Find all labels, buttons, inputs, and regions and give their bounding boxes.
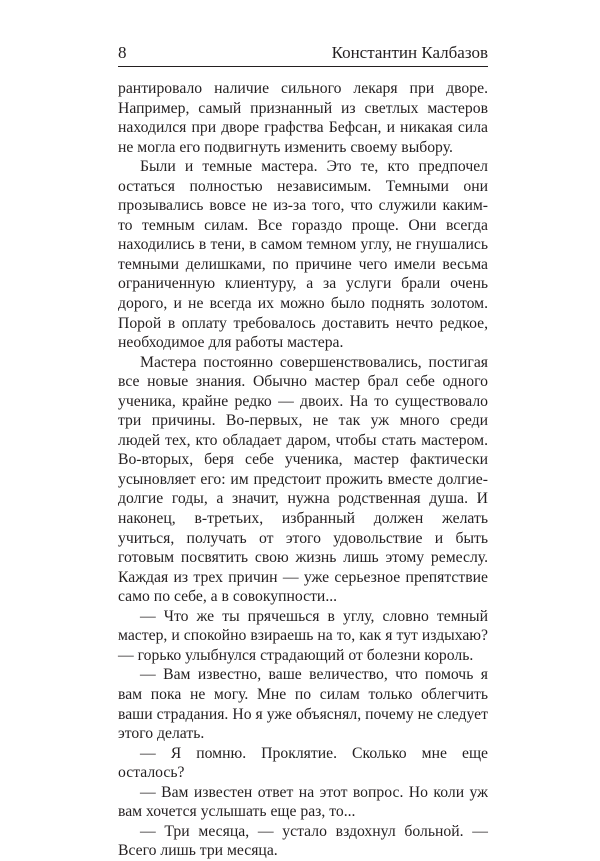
dialogue-line-3: — Я помню. Проклятие. Сколько мне еще осталось? [118,744,488,782]
page-number: 8 [118,43,127,62]
paragraph-1: рантировало наличие сильного лекаря при дворе. Например, самый признанный из светлых мастеров находился при дворе графства Бефсан, и никакая сила не могла его подвигнуть изменить своему выбору. [118,80,488,156]
running-title: Константин Калбазов [331,43,488,62]
dialogue-line-2: — Вам известно, ваше величество, что помочь я вам пока не могу. Мне по силам только облегчить ваши страдания. Но я уже объяснял, почему не следует этого делать. [118,666,488,743]
page-header [118,40,488,67]
paragraph-3: Мастера постоянно совершенствовались, постигая все новые знания. Обычно мастер брал себе одного ученика, крайне редко — двоих. На то существовало три причины. Во-первых, не так уж много среди людей тех, кто обладает даром, чтобы стать мастером. Во-вторых, беря себе ученика, мастер фактически усыновляет его: им предстоит прожить вместе долгие-долгие годы, а значит, нужна родственная душа. И наконец, в-третьих, избранный должен желать учиться, получать от этого удовольствие и быть готовым посвятить свою жизнь лишь этому ремеслу. Каждая из трех причин — уже серьезное препятствие само по себе, а в совокупности... [118,353,488,606]
dialogue-line-1: — Что же ты прячешься в углу, словно темный мастер, и спокойно взираешь на то, как я тут издыхаю? — горько улыбнулся страдающий от болезни король. [118,607,488,664]
body-text [118,79,488,861]
paragraph-2: Были и темные мастера. Это те, кто предпочел остаться полностью независимым. Темными они прозывались вовсе не из-за того, что служили каким-то темным силам. Все гораздо проще. Они всегда находились в тени, в самом темном углу, не гнушались темными делишками, по причине чего имели весьма ограниченную клиентуру, а за услуги брали очень дорого, и не всегда их можно было поднять золотом. Порой в оплату требовалось доставить нечто редкое, необходимое для работы мастера. [118,158,488,352]
dialogue-line-4: — Вам известен ответ на этот вопрос. Но коли уж вам хочется услышать еще раз, то... [118,783,488,821]
dialogue-line-5: — Три месяца, — устало вздохнул больной. — Всего лишь три месяца. [118,822,488,860]
